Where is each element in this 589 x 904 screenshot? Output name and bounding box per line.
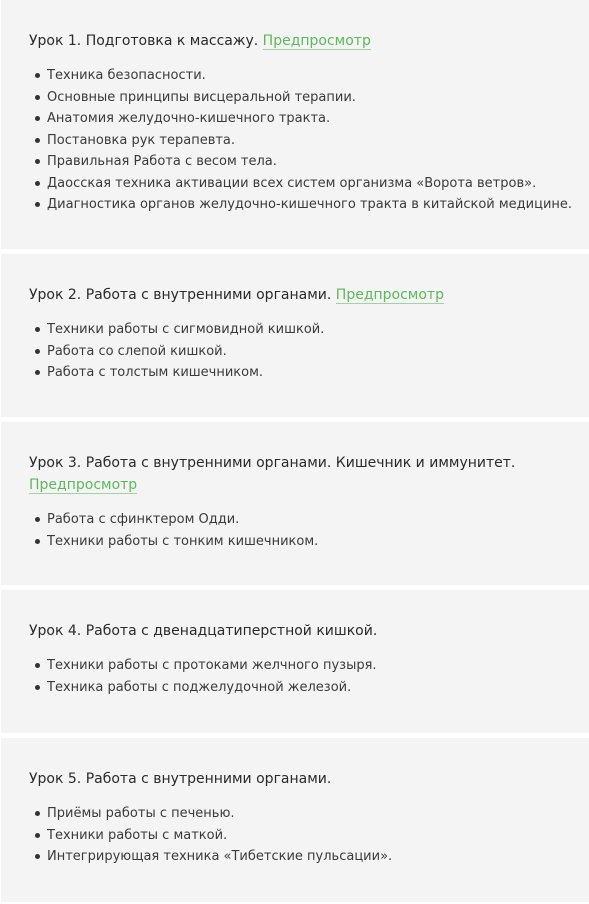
lesson-title: [29, 620, 569, 642]
lesson-card-5: [1, 738, 589, 902]
topic-list: [29, 65, 573, 216]
lesson-title: [29, 30, 569, 52]
list-item: Работа с сфинктером Одди.: [29, 509, 569, 531]
list-item: Работа со слепой кишкой.: [29, 341, 569, 363]
lesson-card-4: [1, 590, 589, 733]
lesson-title: [29, 452, 569, 496]
list-item: Постановка рук терапевта.: [29, 130, 569, 152]
list-item: Техника безопасности.: [29, 65, 569, 87]
list-item: Техники работы с тонким кишечником.: [29, 531, 569, 553]
preview-link[interactable]: Предпросмотр: [335, 287, 444, 303]
preview-link[interactable]: Предпросмотр: [29, 477, 138, 493]
list-item: Приёмы работы с печенью.: [29, 803, 569, 825]
preview-link[interactable]: Предпросмотр: [262, 33, 371, 49]
list-item: Техники работы с сигмовидной кишкой.: [29, 319, 569, 341]
lesson-title-text: Урок 5. Работа с внутренними органами.: [29, 771, 332, 787]
lesson-title-text: Урок 2. Работа с внутренними органами.: [29, 287, 332, 303]
list-item: Работа с толстым кишечником.: [29, 362, 569, 384]
lesson-title-text: Урок 4. Работа с двенадцатиперстной кишкой.: [29, 623, 378, 639]
list-item: Техники работы с маткой.: [29, 825, 569, 847]
list-item: Интегрирующая техника «Тибетские пульсации».: [29, 846, 569, 868]
topic-list: [29, 319, 569, 384]
list-item: Анатомия желудочно-кишечного тракта.: [29, 108, 569, 130]
list-item: Правильная Работа с весом тела.: [29, 151, 569, 173]
lesson-title: [29, 768, 569, 790]
list-item: Техника работы с поджелудочной железой.: [29, 677, 569, 699]
lesson-title-text: Урок 1. Подготовка к массажу.: [29, 33, 259, 49]
topic-list: [29, 655, 569, 698]
lesson-card-2: [1, 254, 589, 417]
lesson-card-1: [1, 0, 589, 249]
lesson-title: [29, 284, 569, 306]
lesson-list: [1, 0, 589, 902]
list-item: Техники работы с протоками желчного пузыря.: [29, 655, 569, 677]
lesson-title-text: Урок 3. Работа с внутренними органами. Кишечник и иммунитет.: [29, 455, 516, 471]
list-item: Основные принципы висцеральной терапии.: [29, 87, 569, 109]
list-item: Даосская техника активации всех систем организма «Ворота ветров».: [29, 173, 569, 195]
lesson-card-3: [1, 422, 589, 585]
topic-list: [29, 509, 569, 552]
list-item: Диагностика органов желудочно-кишечного тракта в китайской медицине.: [29, 194, 569, 216]
topic-list: [29, 803, 569, 868]
